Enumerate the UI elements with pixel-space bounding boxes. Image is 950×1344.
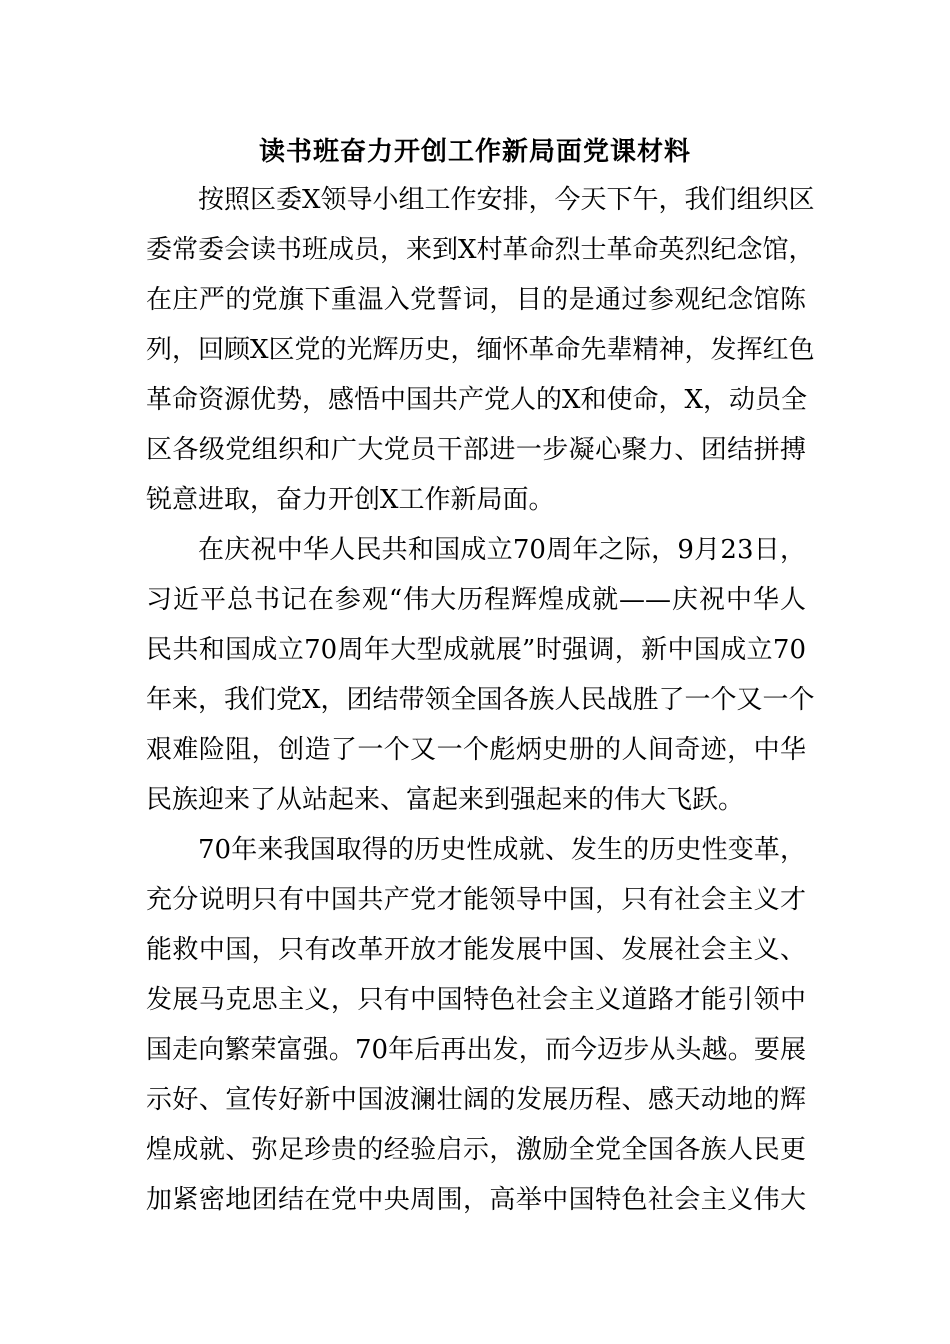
paragraph-2-line-1: 在庆祝中华人民共和国成立70周年之际，9月23日，	[198, 535, 806, 565]
document-title: 读书班奋力开创工作新局面党课材料	[258, 137, 691, 167]
paragraph-2-line-4: 年来，我们党X，团结带领全国各族人民战胜了一个又一个	[146, 685, 815, 715]
paragraph-1-line-2: 委常委会读书班成员，来到X村革命烈士革命英烈纪念馆，	[146, 235, 815, 265]
paragraph-3-line-1: 70年来我国取得的历史性成就、发生的历史性变革，	[198, 835, 806, 865]
paragraph-1-line-5: 革命资源优势，感悟中国共产党人的X和使命，X，动员全	[146, 385, 808, 415]
paragraph-2-line-3: 民共和国成立70周年大型成就展”时强调，新中国成立70	[146, 635, 806, 665]
paragraph-3-line-4: 发展马克思主义，只有中国特色社会主义道路才能引领中	[146, 985, 806, 1015]
paragraph-1-line-3: 在庄严的党旗下重温入党誓词，目的是通过参观纪念馆陈	[146, 285, 806, 315]
paragraph-1-line-6: 区各级党组织和广大党员干部进一步凝心聚力、团结拼搏	[146, 435, 806, 465]
paragraph-3-line-5: 国走向繁荣富强。70年后再出发，而今迈步从头越。要展	[146, 1035, 806, 1065]
paragraph-3-line-7: 煌成就、弥足珍贵的经验启示，激励全党全国各族人民更	[146, 1135, 806, 1165]
paragraph-2-line-6: 民族迎来了从站起来、富起来到强起来的伟大飞跃。	[146, 785, 745, 815]
paragraph-2-line-5: 艰难险阻，创造了一个又一个彪炳史册的人间奇迹，中华	[146, 735, 806, 765]
paragraph-2-line-2: 习近平总书记在参观“伟大历程辉煌成就——庆祝中华人	[146, 585, 806, 615]
paragraph-3-line-8: 加紧密地团结在党中央周围，高举中国特色社会主义伟大	[146, 1185, 806, 1215]
paragraph-1-line-1: 按照区委X领导小组工作安排，今天下午，我们组织区	[198, 185, 815, 215]
paragraph-1-line-7: 锐意进取，奋力开创X工作新局面。	[146, 485, 555, 515]
paragraph-3-line-2: 充分说明只有中国共产党才能领导中国，只有社会主义才	[146, 885, 806, 915]
paragraph-3-line-6: 示好、宣传好新中国波澜壮阔的发展历程、感天动地的辉	[146, 1085, 806, 1115]
paragraph-3-line-3: 能救中国，只有改革开放才能发展中国、发展社会主义、	[146, 935, 806, 965]
paragraph-1-line-4: 列，回顾X区党的光辉历史，缅怀革命先辈精神，发挥红色	[146, 335, 815, 365]
